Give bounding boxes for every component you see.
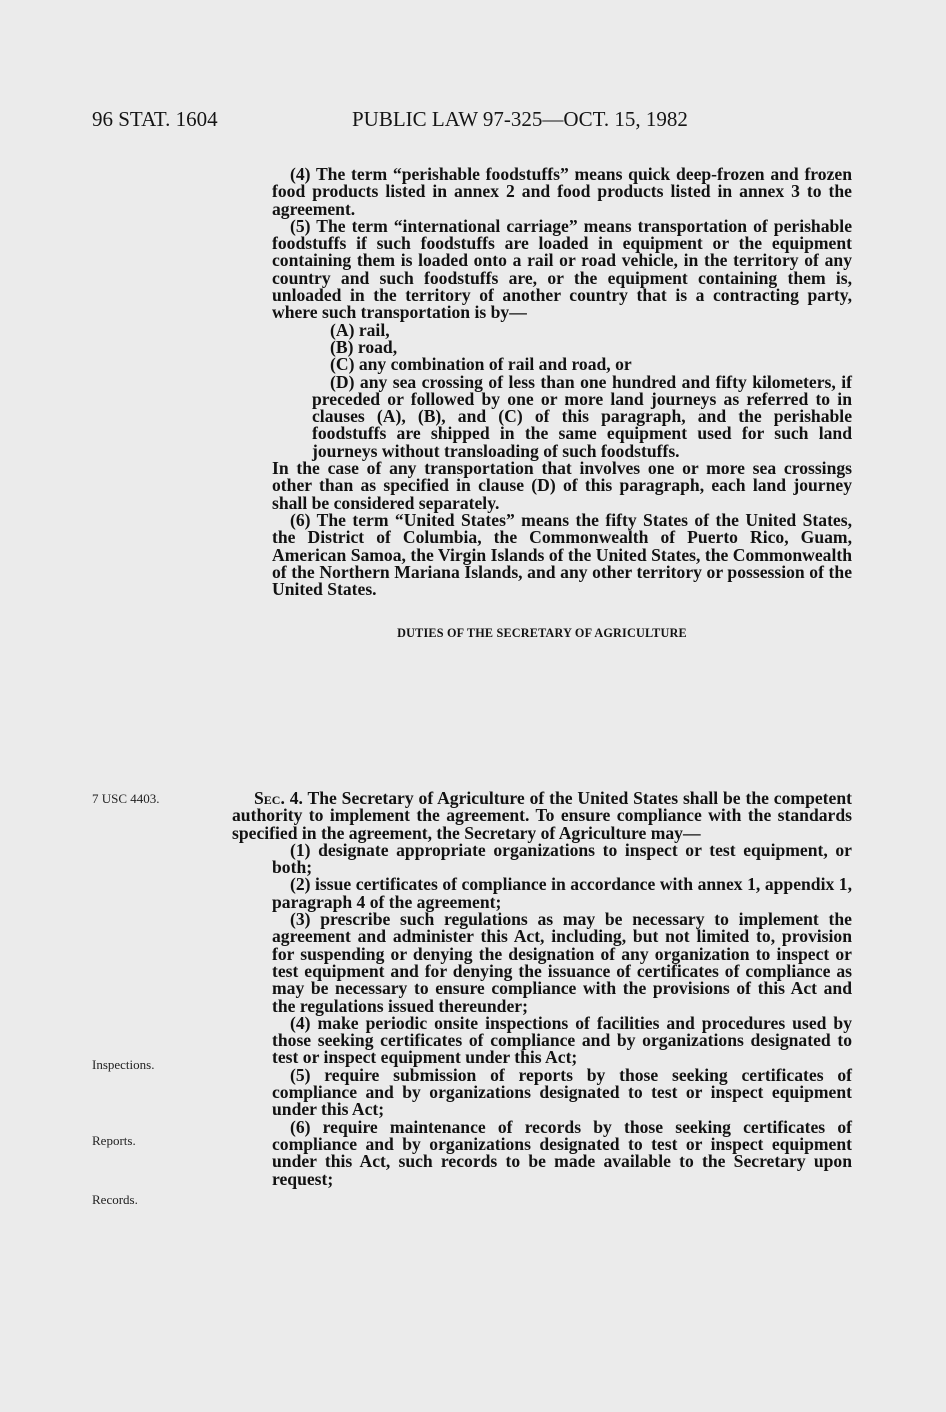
duty-item-3: (3) prescribe such regulations as may be necessary to implement the agreement and administer this Act, including, but not limited to, provision for suspending or denying the designation of any organization to inspect or test equipment and for denying the issuance of certificates of compliance as may be necessary to ensure compliance with the provisions of this Act and the regulations issued thereunder; xyxy=(272,909,852,1016)
run-in-paragraph: In the case of any transportation that involves one or more sea crossings other than as specified in clause (D) of this paragraph, each land journey shall be considered separately. xyxy=(272,458,852,513)
section-4-intro-text: The Secretary of Agriculture of the United States shall be the competent authority to implement the agreement. To ensure compliance with the standards specified in the agreement, the Secretary of Agriculture may— xyxy=(232,788,852,843)
body-text xyxy=(232,166,852,659)
clause-d: (D) any sea crossing of less than one hundred and fifty kilometers, if preceded or followed by one or more land journeys as referred to in clauses (A), (B), and (C) of this paragraph, and the perishable foodstuffs are shipped in the same equipment used for such land journeys without transloading of such foodstuffs. xyxy=(312,371,852,461)
paragraph-6: (6) The term “United States” means the fifty States of the United States, the District of Columbia, the Commonwealth of Puerto Rico, Guam, American Samoa, the Virgin Islands of the United States, the Commonwealth of the Northern Mariana Islands, and any other territory or possession of the United States. xyxy=(272,509,852,600)
page-header-law: PUBLIC LAW 97-325—OCT. 15, 1982 xyxy=(352,107,688,131)
duty-item-6: (6) require maintenance of records by those seeking certificates of compliance and by organizations designated to test or inspect equipment under this Act, such records to be made available to the Secretary upon request; xyxy=(272,1116,852,1189)
margin-note-reports: Reports. xyxy=(92,1133,136,1148)
duty-item-2: (2) issue certificates of compliance in accordance with annex 1, appendix 1, paragraph 4 of the agreement; xyxy=(272,874,852,912)
section-label: Sec. 4. xyxy=(254,788,303,808)
page-header-stat: 96 STAT. 1604 xyxy=(92,107,218,131)
duty-item-1: (1) designate appropriate organizations to inspect or test equipment, or both; xyxy=(272,839,852,878)
margin-note-inspections: Inspections. xyxy=(92,1057,155,1072)
margin-note-records: Records. xyxy=(92,1192,138,1207)
duty-item-4: (4) make periodic onsite inspections of facilities and procedures used by those seeking certificates of compliance and by organizations designated to test or inspect equipment under this Act; xyxy=(272,1012,852,1068)
clause-b: (B) road, xyxy=(330,336,398,357)
section-4-body xyxy=(232,790,852,1188)
clause-c: (C) any combination of rail and road, or xyxy=(330,354,632,375)
clause-a: (A) rail, xyxy=(330,319,390,340)
section-heading: DUTIES OF THE SECRETARY OF AGRICULTURE xyxy=(397,626,687,641)
duty-item-5: (5) require submission of reports by those seeking certificates of compliance and by organizations designated to test or inspect equipment under this Act; xyxy=(272,1064,852,1120)
paragraph-4: (4) The term “perishable foodstuffs” means quick deep-frozen and frozen food products listed in annex 2 and food products listed in annex 3 to the agreement. xyxy=(272,164,852,219)
section-4-intro xyxy=(232,790,852,842)
paragraph-5: (5) The term “international carriage” means transportation of perishable foodstuffs if such foodstuffs are loaded in equipment or the equipment containing them is loaded onto a rail or road vehicle, in the territory of any country and such foodstuffs are, or the equipment containing them is, unloaded in the territory of another country that is a contracting party, where such transportation is by— xyxy=(272,215,852,323)
margin-note-usc: 7 USC 4403. xyxy=(92,791,160,806)
